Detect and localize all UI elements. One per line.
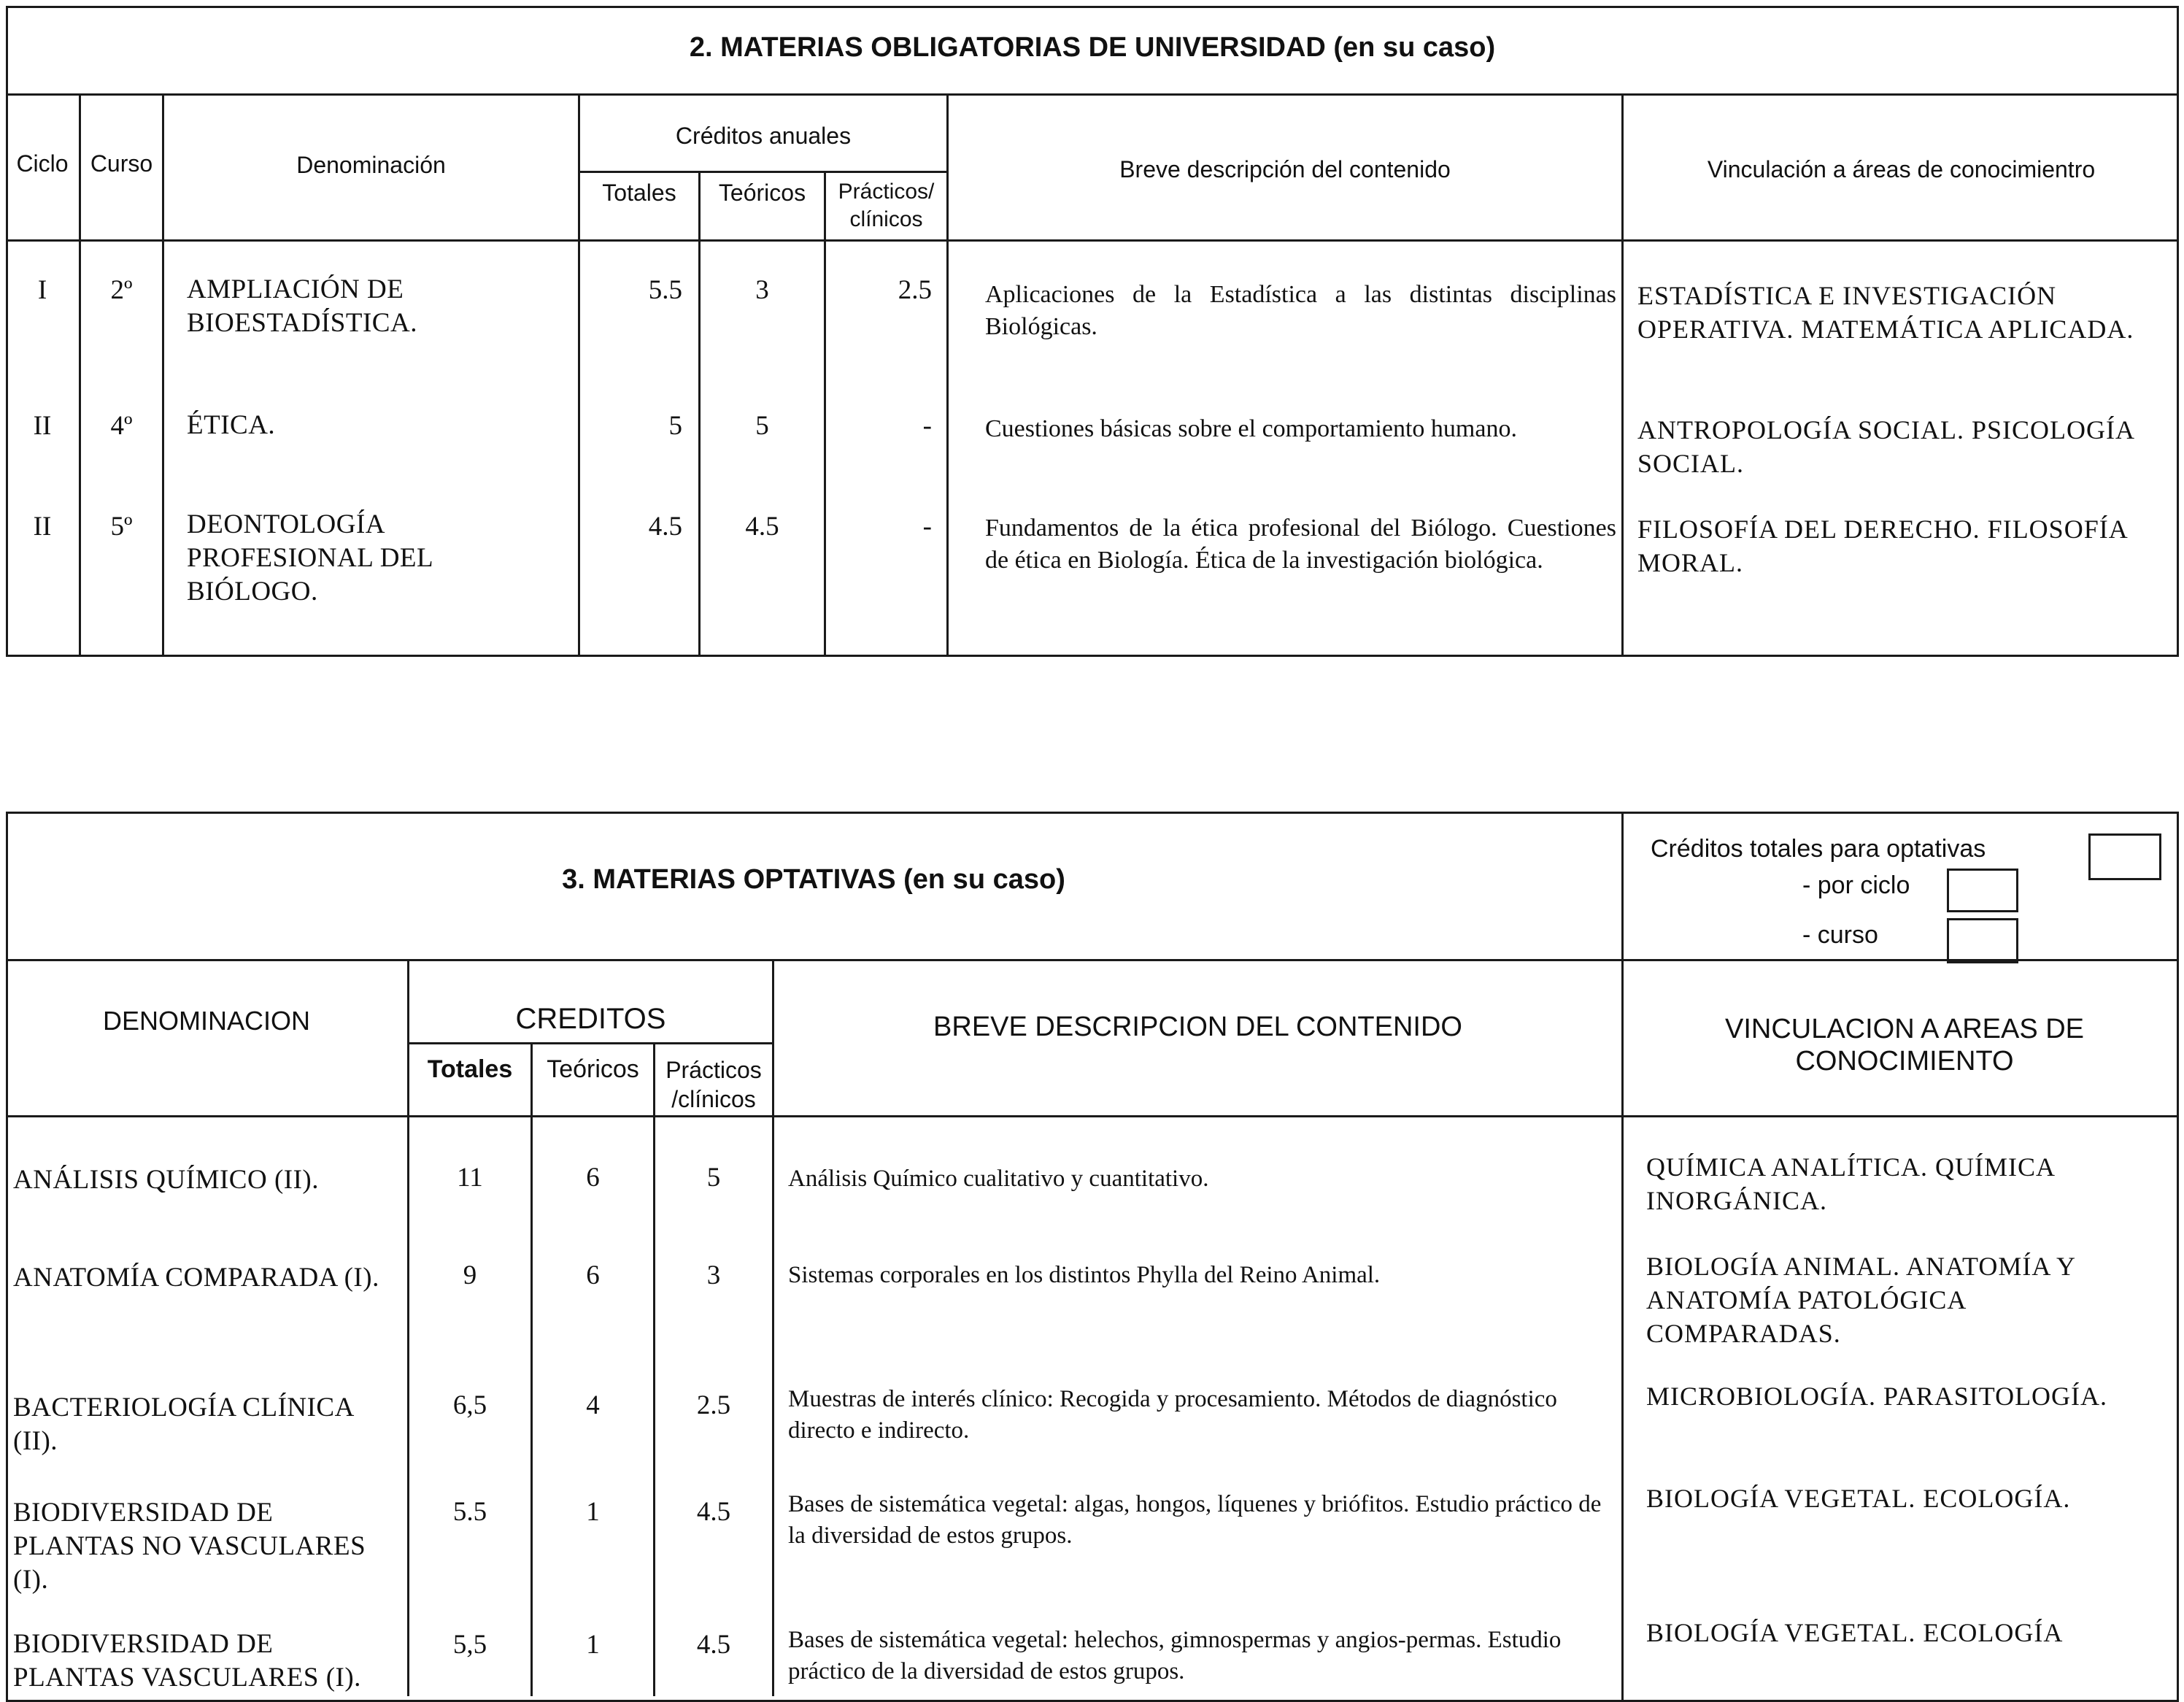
cell-denominacion: ÉTICA. [187, 410, 276, 440]
cell-descripcion: Bases de sistemática vegetal: algas, hongos, líquenes y briófitos. Estudio práctico de la diversidad de estos grupos. [788, 1491, 1602, 1549]
cell-ciclo: II [33, 512, 52, 542]
cell-vinculacion: BIOLOGÍA ANIMAL. ANATOMÍA Y ANATOMÍA PATOLÓGICA COMPARADAS. [1646, 1252, 2075, 1348]
cell-denominacion: BACTERIOLOGÍA CLÍNICA (II). [13, 1393, 353, 1456]
cell-denominacion: BIODIVERSIDAD DE PLANTAS NO VASCULARES (I). [13, 1498, 366, 1595]
cell-practicos: 4.5 [696, 1497, 731, 1527]
cell-teoricos: 1 [586, 1630, 600, 1660]
cell-practicos: 5 [706, 1163, 721, 1193]
cell-teoricos: 5 [755, 411, 769, 441]
cell-totales: 6,5 [452, 1390, 487, 1420]
cell-descripcion: Sistemas corporales en los distintos Phylla del Reino Animal. [788, 1262, 1381, 1288]
cell-totales: 9 [463, 1260, 477, 1290]
curso-field[interactable] [1947, 918, 2018, 963]
divider [530, 1042, 533, 1696]
cell-practicos: 4.5 [696, 1630, 731, 1660]
cell-curso: 2º [110, 275, 133, 305]
cell-practicos: - [922, 512, 932, 542]
cell-vinculacion: FILOSOFÍA DEL DERECHO. FILOSOFÍA MORAL. [1637, 515, 2127, 577]
cell-totales: 11 [457, 1163, 483, 1193]
header-denominacion: Denominación [296, 152, 446, 178]
cell-totales: 5,5 [452, 1630, 487, 1660]
cell-denominacion: ANÁLISIS QUÍMICO (II). [13, 1165, 319, 1195]
cell-vinculacion: BIOLOGÍA VEGETAL. ECOLOGÍA. [1646, 1484, 2071, 1513]
header-creditos: CREDITOS [515, 1003, 666, 1035]
cell-descripcion: Aplicaciones de la Estadística a las distintas disciplinas Biológicas. [985, 281, 1616, 340]
curso-label: - curso [1802, 921, 1878, 949]
divider [6, 239, 2179, 242]
cell-teoricos: 6 [586, 1260, 600, 1290]
cell-teoricos: 3 [755, 275, 769, 305]
header-vinculacion: Vinculación a áreas de conocimientro [1707, 156, 2096, 182]
header-vinculacion: VINCULACION A AREAS DE CONOCIMIENTO [1724, 1014, 2085, 1077]
section-3-title: 3. MATERIAS OPTATIVAS (en su caso) [562, 864, 1065, 895]
cell-descripcion: Bases de sistemática vegetal: helechos, gimnospermas y angios-permas. Estudio práctico de la diversidad de estos grupos. [788, 1627, 1562, 1684]
cell-descripcion: Muestras de interés clínico: Recogida y procesamiento. Métodos de diagnóstico directo e indirecto. [788, 1386, 1557, 1444]
divider [1621, 812, 1624, 1702]
cell-practicos: 2.5 [898, 275, 932, 305]
section-2-title: 2. MATERIAS OBLIGATORIAS DE UNIVERSIDAD (en su caso) [689, 32, 1496, 63]
divider [6, 93, 2179, 96]
cell-descripcion: Análisis Químico cualitativo y cuantitativo. [788, 1166, 1209, 1192]
cell-denominacion: BIODIVERSIDAD DE PLANTAS VASCULARES (I). [13, 1629, 361, 1693]
cell-descripcion: Fundamentos de la ética profesional del Biólogo. Cuestiones de ética en Biología. Ética de la investigación biológica. [985, 515, 1616, 574]
optativas-credits-label: Créditos totales para optativas [1651, 835, 1986, 863]
cell-vinculacion: ESTADÍSTICA E INVESTIGACIÓN OPERATIVA. MATEMÁTICA APLICADA. [1637, 281, 2134, 344]
cell-totales: 4.5 [648, 512, 682, 542]
cell-ciclo: I [37, 275, 47, 305]
cell-curso: 4º [110, 411, 133, 441]
cell-vinculacion: ANTROPOLOGÍA SOCIAL. PSICOLOGÍA SOCIAL. [1637, 415, 2134, 478]
cell-teoricos: 6 [586, 1163, 600, 1193]
por-ciclo-label: - por ciclo [1802, 871, 1910, 899]
header-totales: Totales [427, 1055, 513, 1083]
header-curso: Curso [90, 150, 153, 177]
optativas-total-field[interactable] [2088, 833, 2161, 880]
cell-vinculacion: BIOLOGÍA VEGETAL. ECOLOGÍA [1646, 1618, 2064, 1647]
cell-descripcion: Cuestiones básicas sobre el comportamiento humano. [985, 415, 1517, 442]
cell-vinculacion: MICROBIOLOGÍA. PARASITOLOGÍA. [1646, 1382, 2108, 1411]
header-ciclo: Ciclo [16, 150, 69, 177]
cell-teoricos: 4.5 [745, 512, 779, 542]
cell-denominacion: DEONTOLOGÍA PROFESIONAL DEL BIÓLOGO. [187, 509, 433, 607]
cell-teoricos: 1 [586, 1497, 600, 1527]
header-practicos: Prácticos/ clínicos [838, 180, 935, 231]
cell-totales: 5 [668, 411, 682, 441]
header-practicos: Prácticos /clínicos [665, 1057, 762, 1112]
divider [772, 959, 774, 1696]
divider [6, 959, 2179, 961]
divider [407, 1042, 773, 1044]
divider [578, 93, 580, 657]
divider [79, 93, 81, 657]
header-creditos-anuales: Créditos anuales [675, 123, 852, 149]
cell-denominacion: AMPLIACIÓN DE BIOESTADÍSTICA. [187, 274, 417, 338]
cell-denominacion: ANATOMÍA COMPARADA (I). [13, 1263, 379, 1293]
header-denominacion: DENOMINACION [102, 1006, 310, 1036]
header-teoricos: Teóricos [718, 180, 806, 206]
cell-totales: 5.5 [452, 1497, 487, 1527]
cell-teoricos: 4 [586, 1390, 600, 1420]
divider [653, 1042, 655, 1696]
cell-practicos: - [922, 411, 932, 441]
cell-vinculacion: QUÍMICA ANALÍTICA. QUÍMICA INORGÁNICA. [1646, 1152, 2054, 1215]
cell-ciclo: II [33, 411, 52, 441]
header-descripcion: Breve descripción del contenido [1119, 156, 1451, 182]
cell-totales: 5.5 [648, 275, 682, 305]
header-descripcion: BREVE DESCRIPCION DEL CONTENIDO [933, 1012, 1462, 1042]
por-ciclo-field[interactable] [1947, 869, 2018, 912]
cell-practicos: 3 [706, 1260, 721, 1290]
cell-practicos: 2.5 [696, 1390, 731, 1420]
cell-curso: 5º [110, 512, 133, 542]
divider [6, 1115, 2179, 1117]
header-totales: Totales [602, 180, 676, 206]
divider [578, 171, 948, 173]
header-teoricos: Teóricos [547, 1055, 639, 1083]
